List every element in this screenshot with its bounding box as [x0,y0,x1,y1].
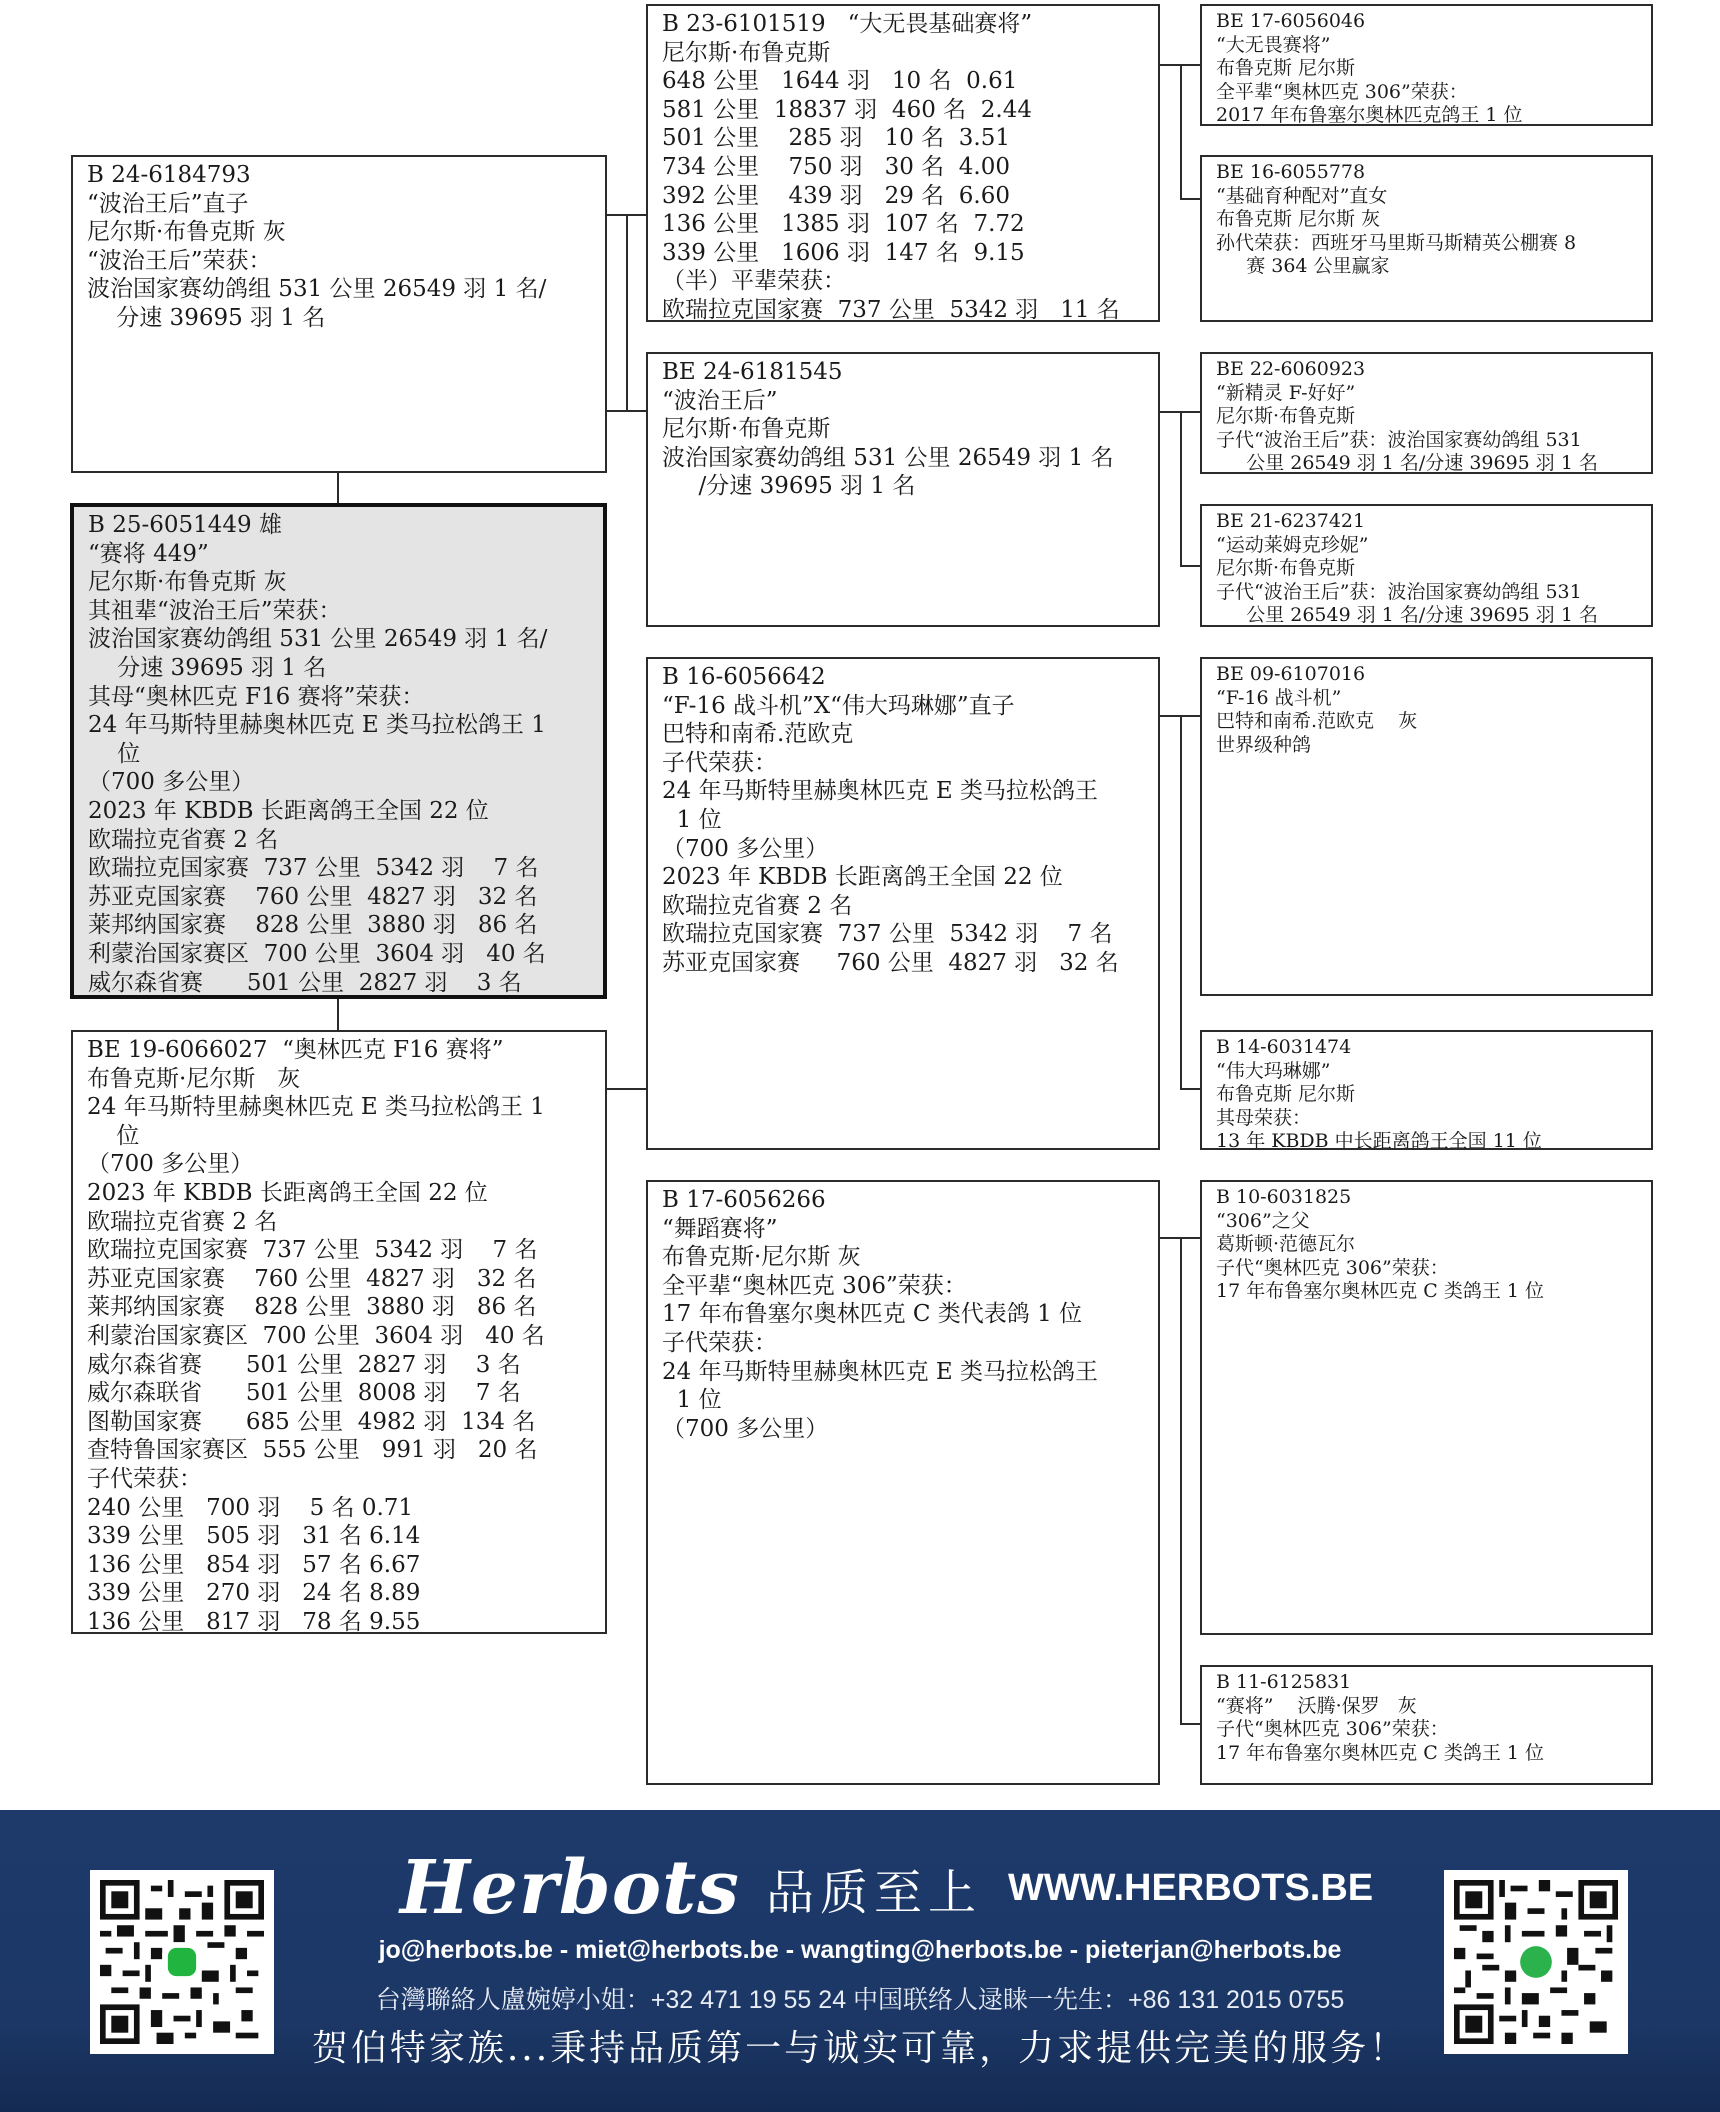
wechat-qr-code[interactable] [1444,1870,1628,2054]
granddam-maternal-card [646,1180,1160,1785]
card-line: 136 公里 854 羽 57 名 6.67 [87,1551,421,1578]
sire-card [71,155,607,473]
card-line: 赛 364 公里赢家 [1216,255,1390,277]
company-motto: 贺伯特家族...秉持品质第一与诚实可靠，力求提供完美的服务！ [311,2028,1409,2069]
card-line: 苏亚克国家赛 760 公里 4827 羽 32 名 [662,949,1119,976]
card-line: 欧瑞拉克省赛 2 名 [87,1208,278,1235]
connector-gp1-ggp2 [1180,198,1200,200]
great-grandparent-card-6 [1200,1030,1653,1150]
card-line: 尼尔斯·布鲁克斯 灰 [88,569,287,596]
card-line: 尼尔斯·布鲁克斯 [1216,405,1356,427]
card-line: 欧瑞拉克省赛 2 名 [662,892,853,919]
card-line: “伟大玛琳娜” [1216,1059,1331,1082]
card-line: 尼尔斯·布鲁克斯 [662,39,831,66]
ring-number: BE 24-6181545 [662,359,843,385]
connector-gp4-branch [1180,1237,1182,1724]
ring-number: B 14-6031474 [1216,1036,1352,1058]
card-line: 1 位 [662,806,722,833]
connector-subject-dam [337,999,339,1030]
great-grandparent-card-3 [1200,352,1653,474]
granddam-paternal-card [646,352,1160,627]
connector-dam-gp3 [607,1088,646,1090]
card-line: /分速 39695 羽 1 名 [662,473,916,500]
card-line: 其母荣获： [1216,1106,1312,1129]
card-line: 501 公里 285 羽 10 名 3.51 [662,125,1011,152]
card-line: 339 公里 270 羽 24 名 8.89 [87,1580,421,1607]
card-line: 布鲁克斯·尼尔斯 灰 [87,1065,301,1092]
card-line: 尼尔斯·布鲁克斯 [662,416,831,443]
card-line: 子代“波治王后”获：波治国家赛幼鸽组 531 [1216,580,1582,603]
card-line: 公里 26549 羽 1 名/分速 39695 羽 1 名 [1216,604,1598,626]
card-line: “波治王后”荣获： [87,247,272,274]
card-line: 欧瑞拉克国家赛 737 公里 5342 羽 7 名 [87,1237,538,1264]
ring-number: B 17-6056266 [662,1187,826,1213]
card-line: 苏亚克国家赛 760 公里 4827 羽 32 名 [87,1265,537,1292]
card-line: 2023 年 KBDB 长距离鸽王全国 22 位 [88,797,489,824]
card-line: 581 公里 18837 羽 460 名 2.44 [662,96,1032,123]
ring-number: BE 09-6107016 [1216,663,1366,685]
card-line: 子代“奥林匹克 306”荣获： [1216,1256,1449,1279]
card-line: “F-16 战斗机” [1216,686,1342,709]
dam-card [71,1030,607,1634]
slogan-text: 品质至上 [765,1864,982,1921]
card-line: 布鲁克斯 尼尔斯 灰 [1216,208,1381,230]
card-line: 欧瑞拉克国家赛 737 公里 5342 羽 11 名 [662,296,1120,322]
card-line: 苏亚克国家赛 760 公里 4827 羽 32 名 [88,883,538,910]
connector-gp4-ggp8 [1180,1723,1200,1725]
card-line: 其祖辈“波治王后”荣获： [88,597,342,624]
ring-number: BE 19-6066027 “奥林匹克 F16 赛将” [87,1037,504,1063]
great-grandparent-card-5 [1200,657,1653,996]
connector-gp2-ggp4 [1180,565,1200,567]
great-grandparent-card-1 [1200,4,1653,126]
card-line: 17 年布鲁塞尔奥林匹克 C 类鸽王 1 位 [1216,1741,1545,1764]
card-line: 位 [87,1122,140,1149]
card-line: “基础育种配对”直女 [1216,184,1388,207]
card-line: 位 [88,740,141,767]
card-line: “赛将 449” [88,540,209,567]
card-line: 波治国家赛幼鸽组 531 公里 26549 羽 1 名/ [88,626,548,653]
ring-number: BE 22-6060923 [1216,358,1366,380]
card-line: 利蒙治国家赛区 700 公里 3604 羽 40 名 [88,940,546,967]
card-line: 子代荣获： [662,749,777,776]
card-line: （半）平辈荣获： [662,268,846,295]
connector-sire-gp2 [607,410,646,412]
wechat-icon [1520,1946,1552,1978]
card-line: “运动莱姆克珍妮” [1216,533,1369,556]
card-line: 尼尔斯·布鲁克斯 灰 [87,219,286,246]
card-line: 子代荣获： [87,1465,202,1492]
connector-gp2-branch [1180,411,1182,566]
card-line: 17 年布鲁塞尔奥林匹克 C 类鸽王 1 位 [1216,1280,1545,1302]
card-line: 648 公里 1644 羽 10 名 0.61 [662,68,1018,95]
great-grandparent-card-2 [1200,155,1653,322]
card-line: 公里 26549 羽 1 名/分速 39695 羽 1 名 [1216,452,1598,474]
card-line: 734 公里 750 羽 30 名 4.00 [662,153,1011,180]
card-line: “赛将” 沃腾·保罗 灰 [1216,1694,1417,1717]
card-line: 分速 39695 羽 1 名 [88,654,327,681]
footer-banner [0,1810,1720,2112]
card-line: 欧瑞拉克省赛 2 名 [88,826,279,853]
card-line: 2017 年布鲁塞尔奥林匹克鸽王 1 位 [1216,104,1523,126]
card-line: “波治王后”直子 [87,190,249,217]
card-line: “306”之父 [1216,1209,1310,1232]
card-line: 240 公里 700 羽 5 名 0.71 [87,1494,414,1521]
card-line: 巴特和南希.范欧克 灰 [1216,710,1418,732]
email-list[interactable]: jo@herbots.be - miet@herbots.be - wangting@herbots.be - pieterjan@herbots.be [378,1936,1342,1964]
website-link[interactable]: WWW.HERBOTS.BE [1007,1866,1374,1909]
ring-number: B 16-6056642 [662,664,826,690]
card-line: 布鲁克斯 尼尔斯 [1216,57,1356,79]
card-line: 威尔森省赛 501 公里 2827 羽 3 名 [87,1351,521,1378]
card-line: 莱邦纳国家赛 828 公里 3880 羽 86 名 [87,1294,537,1321]
card-line: 339 公里 1606 羽 147 名 9.15 [662,239,1025,266]
ring-number: B 24-6184793 [87,162,251,188]
card-line: （700 多公里） [662,835,829,862]
card-line: 威尔森联省 501 公里 8008 羽 7 名 [87,1380,521,1407]
card-line: 分速 39695 羽 1 名 [87,304,326,331]
ring-number: B 11-6125831 [1216,1671,1352,1693]
card-line: 子代荣获： [662,1329,777,1356]
ring-number: B 25-6051449 雄 [88,512,282,538]
card-line: 尼尔斯·布鲁克斯 [1216,557,1356,579]
connector-sire-branch [626,214,628,411]
card-line: 葛斯顿·范德瓦尔 [1216,1233,1356,1255]
ring-number: BE 21-6237421 [1216,510,1366,532]
card-line: 全平辈“奥林匹克 306”荣获： [662,1272,967,1299]
card-line: “波治王后” [662,387,778,414]
connector-gp3-branch [1180,715,1182,1089]
card-line: 136 公里 817 羽 78 名 9.55 [87,1608,421,1634]
card-line: 2023 年 KBDB 长距离鸽王全国 22 位 [662,864,1063,891]
card-line: 339 公里 505 羽 31 名 6.14 [87,1523,421,1550]
card-line: 24 年马斯特里赫奥林匹克 E 类马拉松鸽王 [662,1358,1098,1385]
connector-subject-sire [337,473,339,503]
card-line: 利蒙治国家赛区 700 公里 3604 羽 40 名 [87,1322,545,1349]
card-line: 波治国家赛幼鸽组 531 公里 26549 羽 1 名/ [87,276,547,303]
herbots-logo: Herbots [400,1845,740,1931]
card-line: “F-16 战斗机”X“伟大玛琳娜”直子 [662,692,1015,719]
card-line: 欧瑞拉克国家赛 737 公里 5342 羽 7 名 [662,921,1113,948]
card-line: 其母“奥林匹克 F16 赛将”荣获： [88,683,425,710]
card-line: 图勒国家赛 685 公里 4982 羽 134 名 [87,1408,536,1435]
card-line: “新精灵 F-好好” [1216,381,1356,404]
connector-gp1-branch [1180,64,1182,199]
ring-number: B 23-6101519 “大无畏基础赛将” [662,11,1033,37]
card-line: 世界级种鸽 [1216,733,1312,756]
card-line: 24 年马斯特里赫奥林匹克 E 类马拉松鸽王 1 [88,712,546,739]
card-line: 2023 年 KBDB 长距离鸽王全国 22 位 [87,1179,488,1206]
great-grandparent-card-4 [1200,504,1653,627]
grandsire-paternal-card [646,4,1160,322]
card-line: 布鲁克斯 尼尔斯 [1216,1083,1356,1105]
card-line: 全平辈“奥林匹克 306”荣获： [1216,80,1468,103]
card-line: 威尔森省赛 501 公里 2827 羽 3 名 [88,969,522,996]
subject-pigeon-card [70,503,607,999]
ring-number: BE 16-6055778 [1216,161,1366,183]
card-line: 巴特和南希.范欧克 [662,721,854,748]
ring-number: BE 17-6056046 [1216,10,1366,32]
card-line: 392 公里 439 羽 29 名 6.60 [662,182,1011,209]
card-line: 欧瑞拉克国家赛 737 公里 5342 羽 7 名 [88,855,539,882]
card-line: 1 位 [662,1387,722,1414]
card-line: “大无畏赛将” [1216,33,1331,56]
card-line: （700 多公里） [88,769,255,796]
card-line: 查特鲁国家赛区 555 公里 991 羽 20 名 [87,1437,538,1464]
card-line: 136 公里 1385 羽 107 名 7.72 [662,211,1025,238]
card-line: 莱邦纳国家赛 828 公里 3880 羽 86 名 [88,912,538,939]
grandsire-maternal-card [646,657,1160,1150]
qr-code-graphic [1454,1880,1618,2044]
card-line: （700 多公里） [87,1151,254,1178]
card-line: 子代“波治王后”获：波治国家赛幼鸽组 531 [1216,428,1582,451]
card-line: 24 年马斯特里赫奥林匹克 E 类马拉松鸽王 1 [87,1094,545,1121]
card-line: 子代“奥林匹克 306”荣获： [1216,1718,1449,1740]
ring-number: B 10-6031825 [1216,1186,1352,1208]
card-line: 13 年 KBDB 中长距离鸽王全国 11 位 [1216,1130,1542,1150]
card-line: 17 年布鲁塞尔奥林匹克 C 类代表鸽 1 位 [662,1301,1083,1328]
card-line: 波治国家赛幼鸽组 531 公里 26549 羽 1 名 [662,444,1114,471]
contact-phones: 台灣聯絡人盧婉婷小姐：+32 471 19 55 24 中国联络人逯睐一先生：+86 131 2015 0755 [375,1986,1345,2014]
great-grandparent-card-7 [1200,1180,1653,1635]
connector-sire-gp1 [607,214,646,216]
card-line: 24 年马斯特里赫奥林匹克 E 类马拉松鸽王 [662,778,1098,805]
connector-gp3-ggp6 [1180,1088,1200,1090]
brand-header [400,1845,1374,1931]
card-line: “舞蹈赛将” [662,1215,778,1242]
card-line: 布鲁克斯·尼尔斯 灰 [662,1244,861,1271]
card-line: 孙代荣获：西班牙马里斯马斯精英公棚赛 8 [1216,231,1577,254]
card-line: （700 多公里） [662,1415,829,1442]
great-grandparent-card-8 [1200,1665,1653,1785]
